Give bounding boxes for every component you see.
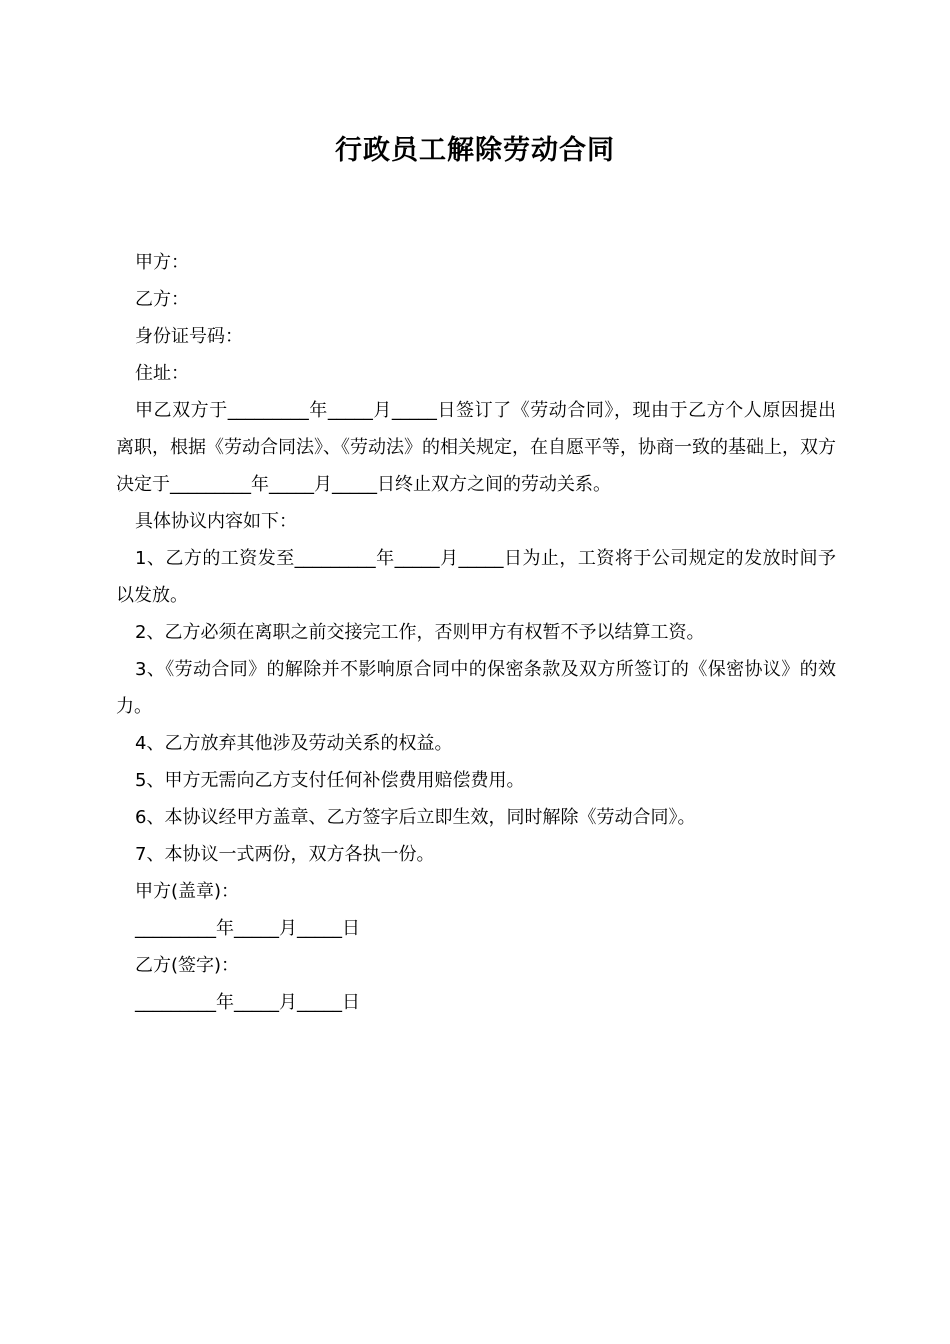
clause-5: 5、甲方无需向乙方支付任何补偿费用赔偿费用。 (135, 770, 525, 791)
party-a-line: 甲方： (135, 252, 189, 273)
party-b-signature-label: 乙方(签字)： (135, 955, 240, 976)
clause-2: 2、乙方必须在离职之前交接完工作，否则甲方有权暂不予以结算工资。 (135, 622, 705, 643)
clause-1: 1、乙方的工资发至_________年_____月_____日为止，工资将于公司规定的发放时间予以发放。 (116, 548, 836, 606)
clause-7: 7、本协议一式两份，双方各执一份。 (135, 844, 435, 865)
party-b-line: 乙方： (135, 289, 189, 310)
party-a-seal-label: 甲方(盖章)： (135, 881, 240, 902)
terms-heading: 具体协议内容如下： (135, 511, 297, 532)
party-b-date-line: _________年_____月_____日 (135, 992, 360, 1013)
document-title: 行政员工解除劳动合同 (335, 135, 615, 166)
clause-3: 3、《劳动合同》的解除并不影响原合同中的保密条款及双方所签订的《保密协议》的效力。 (116, 659, 836, 717)
document-body (116, 244, 836, 1021)
intro-paragraph: 甲乙双方于_________年_____月_____日签订了《劳动合同》，现由于乙方个人原因提出离职，根据《劳动合同法》、《劳动法》的相关规定，在自愿平等，协商一致的基础上，双方决定于_________年_____月_____日终止双方之间的劳动关系。 (116, 400, 836, 495)
address-line: 住址： (135, 363, 189, 384)
id-number-line: 身份证号码： (135, 326, 243, 347)
clause-4: 4、乙方放弃其他涉及劳动关系的权益。 (135, 733, 453, 754)
party-a-date-line: _________年_____月_____日 (135, 918, 360, 939)
clause-6: 6、本协议经甲方盖章、乙方签字后立即生效，同时解除《劳动合同》。 (135, 807, 696, 828)
